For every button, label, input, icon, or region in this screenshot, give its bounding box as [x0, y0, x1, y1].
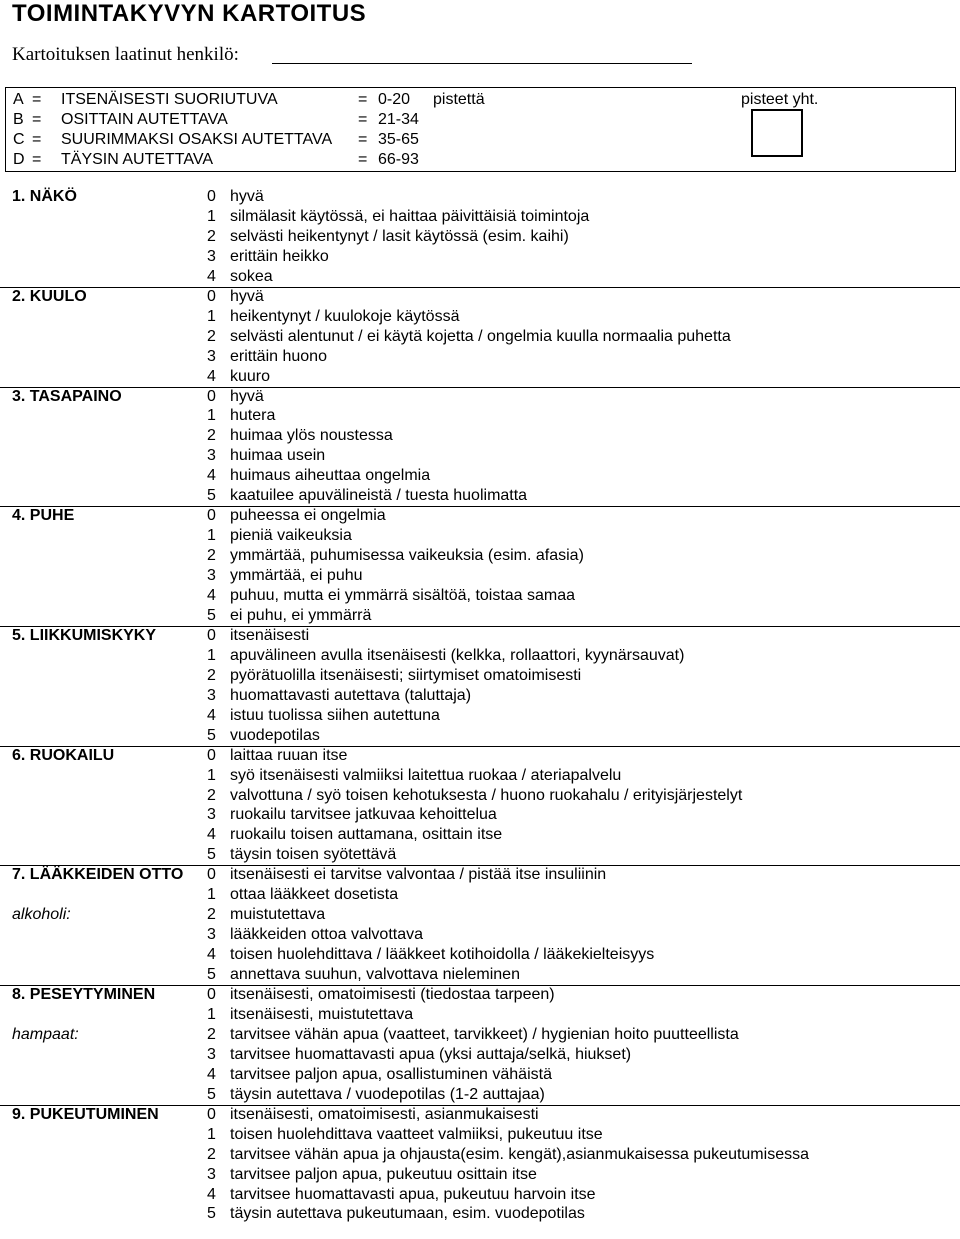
- option-text: itsenäisesti, omatoimisesti (tiedostaa tarpeen): [230, 986, 555, 1003]
- section-title: 4. PUHE: [12, 507, 75, 525]
- option-row[interactable]: [0, 507, 960, 527]
- option-row[interactable]: [0, 328, 960, 348]
- option-text: täysin autettava pukeutumaan, esim. vuodepotilas: [230, 1205, 585, 1223]
- legend-code: B: [13, 111, 24, 128]
- option-row[interactable]: [0, 447, 960, 467]
- option-text: tarvitsee huomattavasti apua (yksi auttaja/selkä, hiukset): [230, 1045, 632, 1063]
- legend-range: 35-65: [378, 131, 419, 148]
- section-title: 7. LÄÄKKEIDEN OTTO: [12, 866, 184, 884]
- option-row[interactable]: [0, 1106, 960, 1126]
- option-text: erittäin huono: [230, 347, 327, 365]
- option-score: 1: [207, 1125, 216, 1143]
- option-score: 5: [207, 726, 216, 744]
- legend-unit: pistettä: [433, 91, 485, 108]
- option-row[interactable]: [0, 607, 960, 627]
- option-row[interactable]: [0, 946, 960, 966]
- option-row[interactable]: [0, 1046, 960, 1066]
- option-score: 2: [207, 1145, 216, 1163]
- option-score: 1: [207, 527, 216, 545]
- option-text: itsenäisesti, muistutettava: [230, 1005, 414, 1023]
- section-title: 3. TASAPAINO: [12, 387, 122, 405]
- legend-row: [13, 131, 713, 151]
- option-text: toisen huolehdittava vaatteet valmiiksi, pukeutuu itse: [230, 1125, 603, 1143]
- option-row[interactable]: [0, 926, 960, 946]
- option-score: 5: [207, 966, 216, 984]
- option-row[interactable]: [0, 806, 960, 826]
- option-score: 3: [207, 567, 216, 585]
- option-score: 3: [207, 247, 216, 265]
- option-row[interactable]: [0, 647, 960, 667]
- option-score: 2: [207, 427, 216, 445]
- option-score: 4: [207, 267, 216, 285]
- option-score: 5: [207, 606, 216, 624]
- option-score: 1: [207, 207, 216, 225]
- legend-eq2: =: [358, 111, 368, 128]
- author-label: Kartoituksen laatinut henkilö:: [12, 44, 239, 65]
- option-score: 4: [207, 467, 216, 485]
- option-text: ymmärtää, puhumisessa vaikeuksia (esim. afasia): [230, 547, 584, 565]
- option-text: silmälasit käytössä, ei haittaa päivittäisiä toimintoja: [230, 207, 590, 225]
- total-score-box[interactable]: [751, 109, 803, 157]
- option-row[interactable]: [0, 248, 960, 268]
- legend-row: [13, 91, 713, 111]
- option-row[interactable]: [0, 1166, 960, 1186]
- option-score: 1: [207, 1005, 216, 1023]
- option-row[interactable]: [0, 707, 960, 727]
- author-signature-line[interactable]: [272, 63, 692, 64]
- option-text: tarvitsee vähän apua (vaatteet, tarvikkeet) / hygienian hoito puutteellista: [230, 1025, 739, 1043]
- option-text: tarvitsee paljon apua, pukeutuu osittain itse: [230, 1165, 537, 1183]
- option-text: puhuu, mutta ei ymmärrä sisältöä, toistaa samaa: [230, 587, 576, 604]
- option-text: selvästi heikentynyt / lasit käytössä (esim. kaihi): [230, 227, 569, 245]
- legend-range: 21-34: [378, 111, 419, 128]
- option-row[interactable]: [0, 886, 960, 906]
- section-title: 8. PESEYTYMINEN: [12, 986, 156, 1003]
- option-row[interactable]: [0, 1086, 960, 1106]
- option-text: valvottuna / syö toisen kehotuksesta / huono ruokahalu / erityisjärjestelyt: [230, 786, 743, 804]
- option-score: 5: [207, 846, 216, 864]
- legend-eq: =: [32, 111, 42, 128]
- option-text: huimaa ylös noustessa: [230, 427, 393, 445]
- option-text: selvästi alentunut / ei käytä kojetta / ongelmia kuulla normaalia puhetta: [230, 327, 731, 345]
- option-score: 4: [207, 946, 216, 964]
- option-text: täysin autettava / vuodepotilas (1-2 auttajaa): [230, 1085, 545, 1103]
- option-text: ruokailu tarvitsee jatkuvaa kehoittelua: [230, 806, 497, 824]
- section-title: 1. NÄKÖ: [12, 188, 77, 205]
- option-text: itsenäisesti, omatoimisesti, asianmukaisesti: [230, 1105, 539, 1123]
- option-score: 4: [207, 367, 216, 385]
- option-row[interactable]: [0, 906, 960, 926]
- option-text: kuuro: [230, 367, 271, 385]
- section-title: 9. PUKEUTUMINEN: [12, 1105, 159, 1123]
- option-text: pieniä vaikeuksia: [230, 527, 352, 545]
- section-title: 6. RUOKAILU: [12, 746, 115, 764]
- option-text: tarvitsee paljon apua, osallistuminen vähäistä: [230, 1065, 552, 1083]
- option-text: ottaa lääkkeet dosetista: [230, 886, 399, 904]
- option-row[interactable]: [0, 427, 960, 447]
- option-row[interactable]: [0, 228, 960, 248]
- option-score: 3: [207, 926, 216, 944]
- option-text: apuvälineen avulla itsenäisesti (kelkka, rollaattori, kyynärsauvat): [230, 646, 685, 664]
- option-text: huomattavasti autettava (taluttaja): [230, 686, 472, 704]
- legend-range: 0-20: [378, 91, 411, 108]
- legend-eq2: =: [358, 131, 368, 148]
- option-score: 3: [207, 1165, 216, 1183]
- option-row[interactable]: [0, 407, 960, 427]
- legend-eq2: =: [358, 151, 368, 168]
- option-text: sokea: [230, 267, 273, 285]
- option-score: 3: [207, 1045, 216, 1063]
- option-row[interactable]: [0, 826, 960, 846]
- option-text: vuodepotilas: [230, 726, 320, 744]
- option-row[interactable]: [0, 368, 960, 388]
- option-text: annettava suuhun, valvottava nieleminen: [230, 966, 520, 984]
- option-row[interactable]: [0, 627, 960, 647]
- option-row[interactable]: [0, 1126, 960, 1146]
- option-score: 0: [207, 188, 216, 205]
- option-score: 0: [207, 507, 216, 525]
- option-row[interactable]: [0, 787, 960, 807]
- legend-code: C: [13, 131, 25, 148]
- option-score: 0: [207, 746, 216, 764]
- legend-range: 66-93: [378, 151, 419, 168]
- option-text: heikentynyt / kuulokoje käytössä: [230, 307, 460, 325]
- option-score: 4: [207, 826, 216, 844]
- option-text: laittaa ruuan itse: [230, 746, 348, 764]
- option-text: pyörätuolilla itsenäisesti; siirtymiset omatoimisesti: [230, 666, 582, 684]
- option-score: 1: [207, 886, 216, 904]
- option-score: 4: [207, 706, 216, 724]
- option-score: 2: [207, 1025, 216, 1043]
- option-text: ei puhu, ei ymmärrä: [230, 606, 372, 624]
- legend-eq: =: [32, 151, 42, 168]
- option-score: 3: [207, 806, 216, 824]
- option-score: 4: [207, 587, 216, 604]
- option-row[interactable]: [0, 467, 960, 487]
- option-row[interactable]: [0, 1066, 960, 1086]
- option-text: hyvä: [230, 188, 264, 205]
- option-score: 0: [207, 1105, 216, 1123]
- option-row[interactable]: [0, 188, 960, 208]
- option-row[interactable]: [0, 388, 960, 408]
- option-row[interactable]: [0, 866, 960, 886]
- section-title: 5. LIIKKUMISKYKY: [12, 626, 157, 644]
- option-row[interactable]: [0, 567, 960, 587]
- option-row[interactable]: [0, 1026, 960, 1046]
- option-score: 5: [207, 487, 216, 505]
- section-sub-label: hampaat:: [12, 1025, 79, 1043]
- option-score: 0: [207, 866, 216, 884]
- legend-name: TÄYSIN AUTETTAVA: [61, 151, 214, 168]
- option-row[interactable]: [0, 767, 960, 787]
- option-score: 2: [207, 227, 216, 245]
- legend-name: ITSENÄISESTI SUORIUTUVA: [61, 91, 278, 108]
- option-text: itsenäisesti: [230, 626, 310, 644]
- option-score: 2: [207, 666, 216, 684]
- total-score-label: pisteet yht.: [741, 91, 819, 108]
- option-row[interactable]: [0, 348, 960, 368]
- option-text: toisen huolehdittava / lääkkeet kotihoidolla / lääkekielteisyys: [230, 946, 655, 964]
- option-score: 3: [207, 447, 216, 465]
- option-text: hyvä: [230, 387, 264, 405]
- option-score: 0: [207, 287, 216, 305]
- option-row[interactable]: [0, 846, 960, 866]
- option-text: puheessa ei ongelmia: [230, 507, 386, 525]
- option-score: 1: [207, 407, 216, 425]
- option-row[interactable]: [0, 986, 960, 1006]
- option-row[interactable]: [0, 547, 960, 567]
- option-row[interactable]: [0, 966, 960, 986]
- option-text: ymmärtää, ei puhu: [230, 567, 363, 585]
- option-text: kaatuilee apuvälineistä / tuesta huolimatta: [230, 487, 528, 505]
- legend-name: SUURIMMAKSI OSAKSI AUTETTAVA: [61, 131, 333, 148]
- option-score: 2: [207, 327, 216, 345]
- score-legend: [5, 87, 956, 172]
- option-text: muistutettava: [230, 906, 326, 924]
- option-row[interactable]: [0, 687, 960, 707]
- option-score: 4: [207, 1065, 216, 1083]
- legend-row: [13, 111, 713, 131]
- option-text: syö itsenäisesti valmiiksi laitettua ruokaa / ateriapalvelu: [230, 766, 622, 784]
- legend-code: A: [13, 91, 24, 108]
- option-score: 2: [207, 547, 216, 565]
- option-score: 5: [207, 1205, 216, 1223]
- option-text: täysin toisen syötettävä: [230, 846, 397, 864]
- legend-name: OSITTAIN AUTETTAVA: [61, 111, 228, 128]
- option-row[interactable]: [0, 288, 960, 308]
- legend-code: D: [13, 151, 25, 168]
- section-sub-label: alkoholi:: [12, 906, 71, 924]
- section-title: 2. KUULO: [12, 287, 87, 305]
- option-score: 0: [207, 986, 216, 1003]
- option-text: huimaus aiheuttaa ongelmia: [230, 467, 431, 485]
- legend-eq2: =: [358, 91, 368, 108]
- option-row[interactable]: [0, 487, 960, 507]
- option-score: 2: [207, 786, 216, 804]
- option-score: 3: [207, 347, 216, 365]
- option-row[interactable]: [0, 308, 960, 328]
- option-row[interactable]: [0, 527, 960, 547]
- option-row[interactable]: [0, 268, 960, 288]
- option-row[interactable]: [0, 1146, 960, 1166]
- option-score: 0: [207, 387, 216, 405]
- option-text: lääkkeiden ottoa valvottava: [230, 926, 424, 944]
- option-text: erittäin heikko: [230, 247, 329, 265]
- option-score: 2: [207, 906, 216, 924]
- page-title: TOIMINTAKYVYN KARTOITUS: [12, 0, 367, 27]
- option-row[interactable]: [0, 1205, 960, 1225]
- option-score: 1: [207, 646, 216, 664]
- option-text: hutera: [230, 407, 276, 425]
- legend-row: [13, 151, 713, 171]
- option-score: 5: [207, 1085, 216, 1103]
- option-score: 4: [207, 1185, 216, 1203]
- option-row[interactable]: [0, 208, 960, 228]
- option-score: 3: [207, 686, 216, 704]
- option-row[interactable]: [0, 1006, 960, 1026]
- option-text: itsenäisesti ei tarvitse valvontaa / pistää itse insuliinin: [230, 866, 607, 884]
- option-text: hyvä: [230, 287, 264, 305]
- option-text: ruokailu toisen auttamana, osittain itse: [230, 826, 503, 844]
- option-row[interactable]: [0, 667, 960, 687]
- legend-eq: =: [32, 91, 42, 108]
- option-text: huimaa usein: [230, 447, 326, 465]
- option-text: tarvitsee huomattavasti apua, pukeutuu harvoin itse: [230, 1185, 596, 1203]
- option-text: istuu tuolissa siihen autettuna: [230, 706, 440, 724]
- option-row[interactable]: [0, 1186, 960, 1206]
- option-row[interactable]: [0, 747, 960, 767]
- option-text: tarvitsee vähän apua ja ohjausta(esim. kengät),asianmukaisessa pukeutumisessa: [230, 1145, 809, 1163]
- legend-eq: =: [32, 131, 42, 148]
- option-score: 1: [207, 766, 216, 784]
- option-score: 1: [207, 307, 216, 325]
- option-score: 0: [207, 626, 216, 644]
- option-row[interactable]: [0, 587, 960, 607]
- option-row[interactable]: [0, 727, 960, 747]
